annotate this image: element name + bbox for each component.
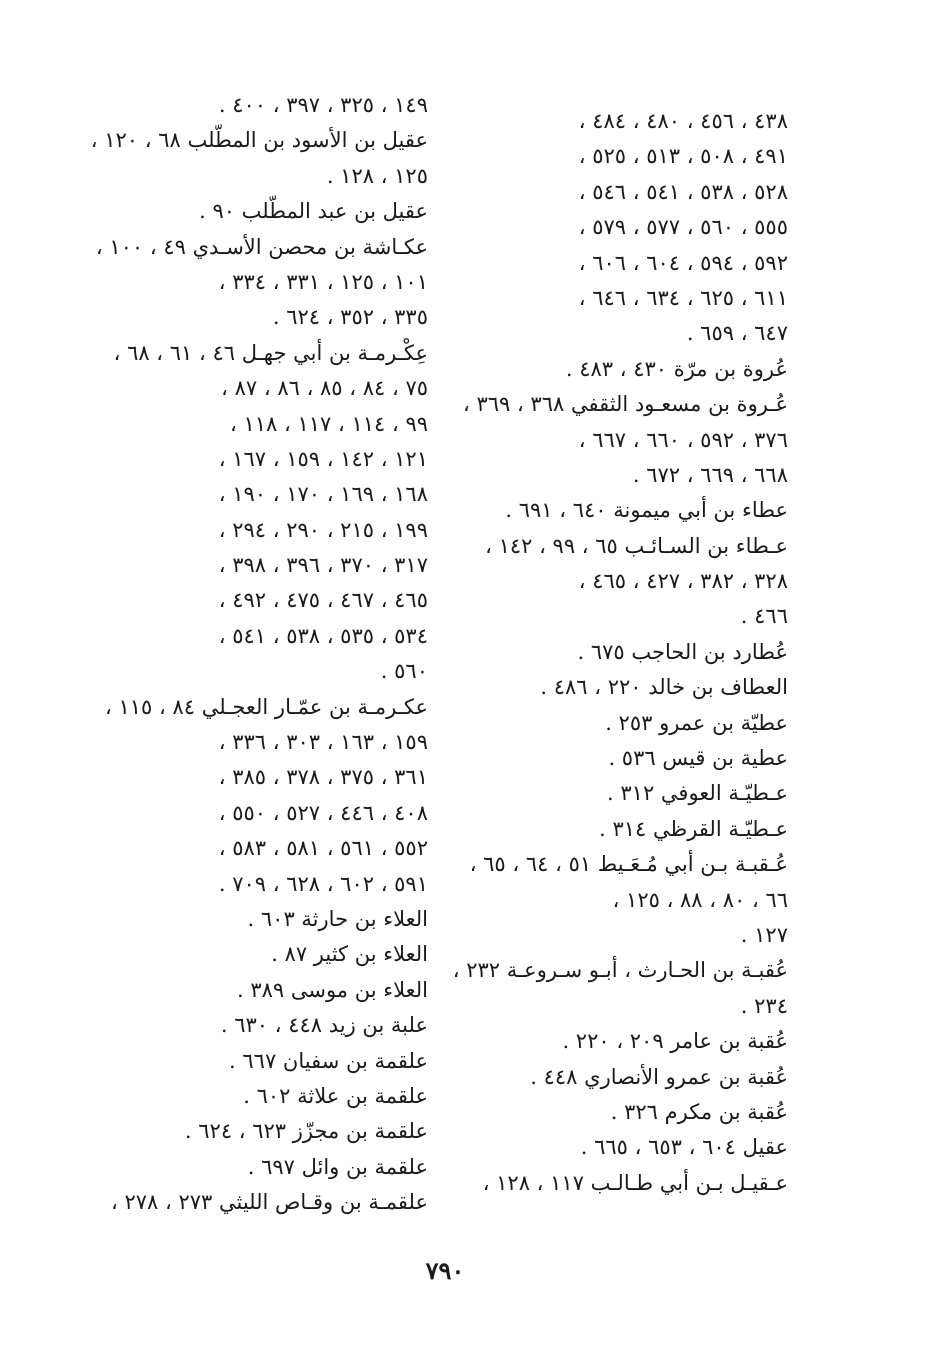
index-entry-line: ٤٦٥ ، ٤٦٧ ، ٤٧٥ ، ٤٩٢ ، xyxy=(218,588,428,613)
index-entry-line: عكـاشة بن محصن الأسـدي ٤٩ ، ١٠٠ ، xyxy=(95,234,428,259)
index-entry-line: عُروة بن مرّة ٤٣٠ ، ٤٨٣ . xyxy=(565,356,788,381)
index-entry-line: ٤٩١ ، ٥٠٨ ، ٥١٣ ، ٥٢٥ ، xyxy=(578,144,788,169)
index-entry-line: ٥٥٥ ، ٥٦٠ ، ٥٧٧ ، ٥٧٩ ، xyxy=(578,215,788,240)
index-column-left xyxy=(90,88,428,1221)
index-entry-line: العلاء بن حارثة ٦٠٣ . xyxy=(247,906,428,931)
index-entry-line: عُقبـة بن الحـارث ، أبـو سـروعـة ٢٣٢ ، xyxy=(452,958,788,983)
index-entry-line: ٩٩ ، ١١٤ ، ١١٧ ، ١١٨ ، xyxy=(230,411,428,436)
index-entry-line: ٥٢٨ ، ٥٣٨ ، ٥٤١ ، ٥٤٦ ، xyxy=(578,179,788,204)
index-entry-line: ٣٣٥ ، ٣٥٢ ، ٦٢٤ . xyxy=(272,305,428,330)
index-entry-line: ٣٦١ ، ٣٧٥ ، ٣٧٨ ، ٣٨٥ ، xyxy=(218,765,428,790)
index-entry-line: ١٩٩ ، ٢١٥ ، ٢٩٠ ، ٢٩٤ ، xyxy=(218,517,428,542)
index-entry-line: علبة بن زيد ٤٤٨ ، ٦٣٠ . xyxy=(220,1013,428,1038)
index-entry-line: عُقبة بن عامر ٢٠٩ ، ٢٢٠ . xyxy=(562,1029,788,1054)
index-entry-line: ٤٦٦ . xyxy=(740,604,788,629)
index-entry-line: عُقبة بن عمرو الأنصاري ٤٤٨ . xyxy=(530,1064,788,1089)
index-entry-line: علقمة بن سفيان ٦٦٧ . xyxy=(229,1048,428,1073)
index-entry-line: ٦٤٧ ، ٦٥٩ . xyxy=(686,321,788,346)
page-number: ٧٩٠ xyxy=(425,1256,465,1285)
index-entry-line: ٥٩٢ ، ٥٩٤ ، ٦٠٤ ، ٦٠٦ ، xyxy=(578,250,788,275)
index-column-right xyxy=(452,104,788,1201)
index-entry-line: عطاء بن أبي ميمونة ٦٤٠ ، ٦٩١ . xyxy=(505,498,788,523)
index-entry-line: ٧٥ ، ٨٤ ، ٨٥ ، ٨٦ ، ٨٧ ، xyxy=(221,376,428,401)
index-entry-line: عقيل بن الأسود بن المطّلب ٦٨ ، ١٢٠ ، xyxy=(90,128,428,153)
index-entry-line: عُـروة بن مسعـود الثقفي ٣٦٨ ، ٣٦٩ ، xyxy=(462,392,788,417)
index-entry-line: عطيّة بن عمرو ٢٥٣ . xyxy=(605,710,788,735)
index-entry-line: ١٢٥ ، ١٢٨ . xyxy=(326,163,428,188)
index-entry-line: ٦٦٨ ، ٦٦٩ ، ٦٧٢ . xyxy=(632,462,788,487)
index-entry-line: علقمـة بن وقـاص الليثي ٢٧٣ ، ٢٧٨ ، xyxy=(111,1190,428,1215)
index-entry-line: العلاء بن كثير ٨٧ . xyxy=(271,942,428,967)
index-entry-line: عِكْـرمـة بن أبي جهـل ٤٦ ، ٦١ ، ٦٨ ، xyxy=(113,340,428,365)
index-entry-line: عـطاء بن السـائـب ٦٥ ، ٩٩ ، ١٤٢ ، xyxy=(485,533,788,558)
index-entry-line: ١٥٩ ، ١٦٣ ، ٣٠٣ ، ٣٣٦ ، xyxy=(218,730,428,755)
index-entry-line: ٣٧٦ ، ٥٩٢ ، ٦٦٠ ، ٦٦٧ ، xyxy=(578,427,788,452)
index-entry-line: ٢٣٤ . xyxy=(740,993,788,1018)
index-entry-line: علقمة بن مجزّز ٦٢٣ ، ٦٢٤ . xyxy=(184,1119,428,1144)
index-entry-line: ٦٦ ، ٨٠ ، ٨٨ ، ١٢٥ ، xyxy=(612,887,788,912)
index-entry-line: عقيل بن عبد المطّلب ٩٠ . xyxy=(199,199,428,224)
index-entry-line: ١٤٩ ، ٣٢٥ ، ٣٩٧ ، ٤٠٠ . xyxy=(218,93,428,117)
index-entry-line: عُطارد بن الحاجب ٦٧٥ . xyxy=(577,639,788,664)
index-entry-line: ٦١١ ، ٦٢٥ ، ٦٣٤ ، ٦٤٦ ، xyxy=(578,285,788,310)
index-entry-line: عقيل ٦٠٤ ، ٦٥٣ ، ٦٦٥ . xyxy=(580,1135,788,1160)
index-entry-line: العلاء بن موسى ٣٨٩ . xyxy=(236,977,428,1002)
index-entry-line: ١٠١ ، ١٢٥ ، ٣٣١ ، ٣٣٤ ، xyxy=(218,269,428,294)
index-entry-line: ٥٦٠ . xyxy=(380,659,428,684)
index-entry-line: عُـقبـة بـن أبي مُـعَـيط ٥١ ، ٦٤ ، ٦٥ ، xyxy=(469,852,788,877)
index-entry-line: ٤٠٨ ، ٤٤٦ ، ٥٢٧ ، ٥٥٠ ، xyxy=(218,800,428,825)
index-entry-line: ١٢٧ . xyxy=(740,922,788,947)
index-entry-line: عـطيّـة القرظي ٣١٤ . xyxy=(599,816,788,841)
index-entry-line: علقمة بن وائل ٦٩٧ . xyxy=(247,1154,428,1179)
index-entry-line: ٣٢٨ ، ٣٨٢ ، ٤٢٧ ، ٤٦٥ ، xyxy=(578,569,788,594)
index-entry-line: علقمة بن علاثة ٦٠٢ . xyxy=(243,1083,428,1108)
index-entry-line: العطاف بن خالد ٢٢٠ ، ٤٨٦ . xyxy=(540,675,788,700)
index-entry-line: ٥٩١ ، ٦٠٢ ، ٦٢٨ ، ٧٠٩ . xyxy=(218,871,428,896)
index-entry-line: عكـرمـة بن عمّـار العجـلي ٨٤ ، ١١٥ ، xyxy=(105,694,428,719)
index-entry-line: عـطيّـة العوفي ٣١٢ . xyxy=(607,781,788,806)
index-entry-line: عطية بن قيس ٥٣٦ . xyxy=(608,746,788,771)
index-entry-line: ٤٣٨ ، ٤٥٦ ، ٤٨٠ ، ٤٨٤ ، xyxy=(578,109,788,133)
index-entry-line: ١٢١ ، ١٤٢ ، ١٥٩ ، ١٦٧ ، xyxy=(218,446,428,471)
index-entry-line: ٥٥٢ ، ٥٦١ ، ٥٨١ ، ٥٨٣ ، xyxy=(218,836,428,861)
index-entry-line: ٣١٧ ، ٣٧٠ ، ٣٩٦ ، ٣٩٨ ، xyxy=(218,553,428,578)
index-entry-line: ١٦٨ ، ١٦٩ ، ١٧٠ ، ١٩٠ ، xyxy=(218,482,428,507)
index-entry-line: ٥٣٤ ، ٥٣٥ ، ٥٣٨ ، ٥٤١ ، xyxy=(218,623,428,648)
index-entry-line: عُقبة بن مكرم ٣٢٦ . xyxy=(610,1099,788,1124)
index-entry-line: عـقيـل بـن أبي طـالـب ١١٧ ، ١٢٨ ، xyxy=(482,1170,788,1195)
